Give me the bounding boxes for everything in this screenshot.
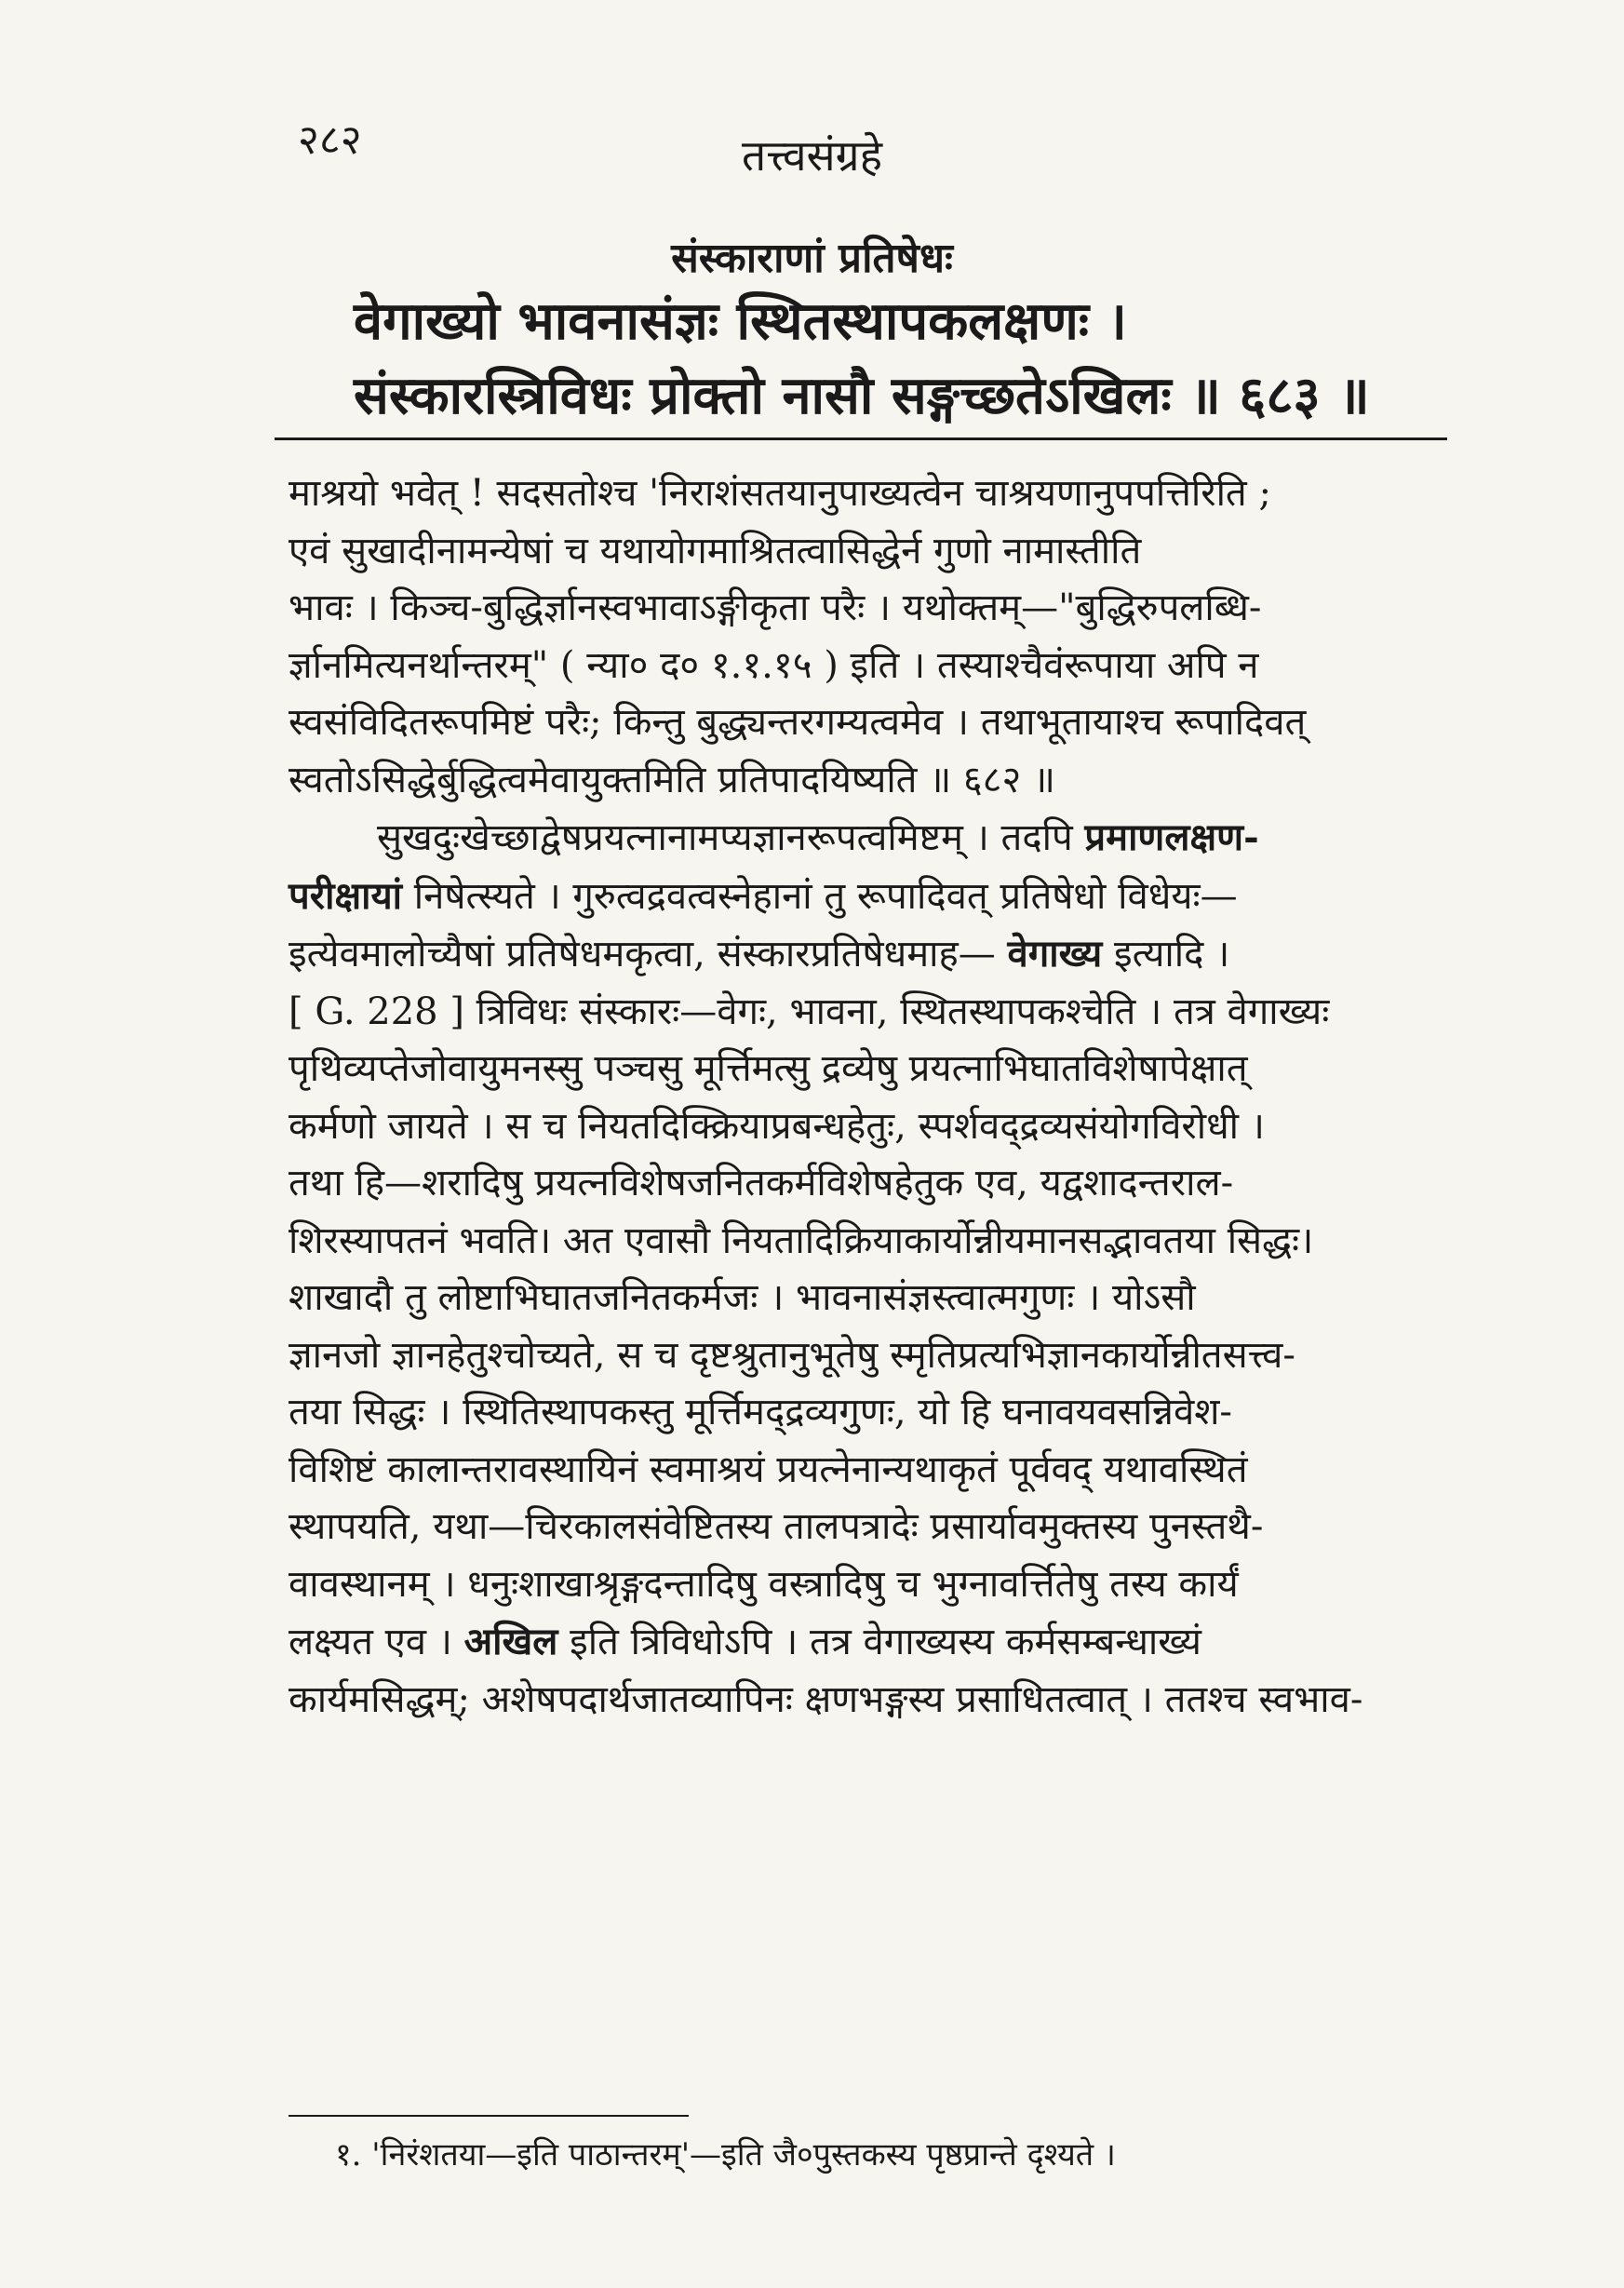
text-line [289,809,1452,868]
emphasis-term: अखिल [463,1620,558,1663]
commentary-text [289,465,1452,1729]
text-line: स्वसंविदितरूपमिष्टं परैः; किन्तु बुद्ध्यन्तरगम्यत्वमेव । तथाभूतायाश्च रूपादिवत् [289,701,1307,744]
text-line: कर्मणो जायते । स च नियतदिक्क्रियाप्रबन्धहेतुः, स्पर्शवद्द्रव्यसंयोगविरोधी । [289,1104,1265,1148]
text-line: स्थापयति, यथा—चिरकालसंवेष्टितस्य तालपत्रादेः प्रसार्यावमुक्तस्य पुनस्तथै- [289,1505,1264,1548]
text-segment: सुखदुःखेच्छाद्वेषप्रयत्नानामप्यज्ञानरूपत्वमिष्टम् । तदपि [377,816,1085,859]
text-line: ज्ञानजो ज्ञानहेतुश्चोच्यते, स च दृष्टश्रुतानुभूतेषु स्मृतिप्रत्यभिज्ञानकार्योन्नीतसत्त्व- [289,1333,1295,1377]
verse-line-1: वेगाख्यो भावनासंज्ञः स्थितस्थापकलक्षणः । [354,290,1127,352]
text-segment: इति त्रिविधोऽपि । तत्र वेगाख्यस्य कर्मसम्बन्धाख्यं [557,1621,1201,1663]
text-segment: निषेत्स्यते । गुरुत्वद्रवत्वस्नेहानां तु रूपादिवत् प्रतिषेधो विधेयः— [402,874,1238,918]
emphasis-term: परीक्षायां [289,873,403,918]
text-segment: इत्येवमालोच्यैषां प्रतिषेधमकृत्वा, संस्कारप्रतिषेधमाह— [289,933,1008,976]
text-line [289,1613,1452,1672]
emphasis-term: वेगाख्य [1007,932,1103,976]
text-line [289,925,1452,984]
header-rule [275,437,1447,440]
text-line: तया सिद्धः । स्थितिस्थापकस्तु मूर्त्तिमद्द्रव्यगुणः, यो हि घनावयवसन्निवेश- [289,1391,1232,1433]
text-line: एवं सुखादीनामन्येषां च यथायोगमाश्रितत्वासिद्धेर्न गुणो नामास्तीति [289,529,1142,572]
text-line: माश्रयो भवेत् ! सदसतोश्च 'निराशंसतयानुपाख्यत्वेन चाश्रयणानुपपत्तिरिति ; [289,472,1271,515]
text-line: र्ज्ञानमित्यनर्थान्तरम्" ( न्या० द० १.१.१५ ) इति । तस्याश्चैवंरूपाया अपि न [289,643,1259,687]
verse-line-2: संस्कारस्त्रिविधः प्रोक्तो नासौ सङ्गच्छतेऽखिलः ॥ ६८३ ॥ [354,365,1370,426]
footnote-rule [289,2115,689,2117]
page-number: २८२ [298,116,362,164]
footnote: १. 'निरंशतया—इति पाठान्तरम्'—इति जै०पुस्तकस्य पृष्ठप्रान्ते दृश्यते । [335,2136,1116,2174]
text-line [289,868,1452,926]
text-line: भावः । किञ्च-बुद्धिर्ज्ञानस्वभावाऽङ्गीकृता परैः । यथोक्तम्—"बुद्धिरुपलब्धि- [289,586,1262,629]
text-line: तथा हि—शरादिषु प्रयत्नविशेषजनितकर्मविशेषहेतुक एव, यद्वशादन्तराल- [289,1162,1234,1205]
text-line: शाखादौ तु लोष्टाभिघातजनितकर्मजः । भावनासंज्ञस्त्वात्मगुणः । योऽसौ [289,1276,1196,1319]
text-line: शिरस्यापतनं भवति। अत एवासौ नियतादिक्रियाकार्योन्नीयमानसद्भावतया सिद्धः। [289,1218,1314,1262]
emphasis-term: प्रमाणलक्षण- [1084,815,1259,859]
text-line: [ G. 228 ] त्रिविधः संस्कारः—वेगः, भावना, स्थितस्थापकश्चेति । तत्र वेगाख्यः [289,989,1330,1033]
text-line: वावस्थानम् । धनुःशाखाश्रृङ्गदन्तादिषु वस्त्रादिषु च भुग्नावर्त्तितेषु तस्य कार्यं [289,1562,1239,1606]
section-title: संस्काराणां प्रतिषेधः [671,235,953,282]
text-segment: लक्ष्यत एव । [289,1621,452,1663]
text-line: पृथिव्यप्तेजोवायुमनस्सु पञ्चसु मूर्त्तिमत्सु द्रव्येषु प्रयत्नाभिघातविशेषापेक्षात् [289,1047,1248,1090]
text-line: स्वतोऽसिद्धेर्बुद्धित्वमेवायुक्तमिति प्रतिपादयिष्यति ॥ ६८२ ॥ [289,758,1055,801]
text-segment: इत्यादि । [1102,933,1230,976]
running-header: तत्त्वसंग्रहे [741,130,883,181]
text-line: विशिष्टं कालान्तरावस्थायिनं स्वमाश्रयं प्रयत्नेनान्यथाकृतं पूर्ववद् यथावस्थितं [289,1447,1248,1491]
text-line: कार्यमसिद्धम्; अशेषपदार्थजातव्यापिनः क्षणभङ्गस्य प्रसाधितत्वात् । ततश्च स्वभाव- [289,1677,1363,1721]
